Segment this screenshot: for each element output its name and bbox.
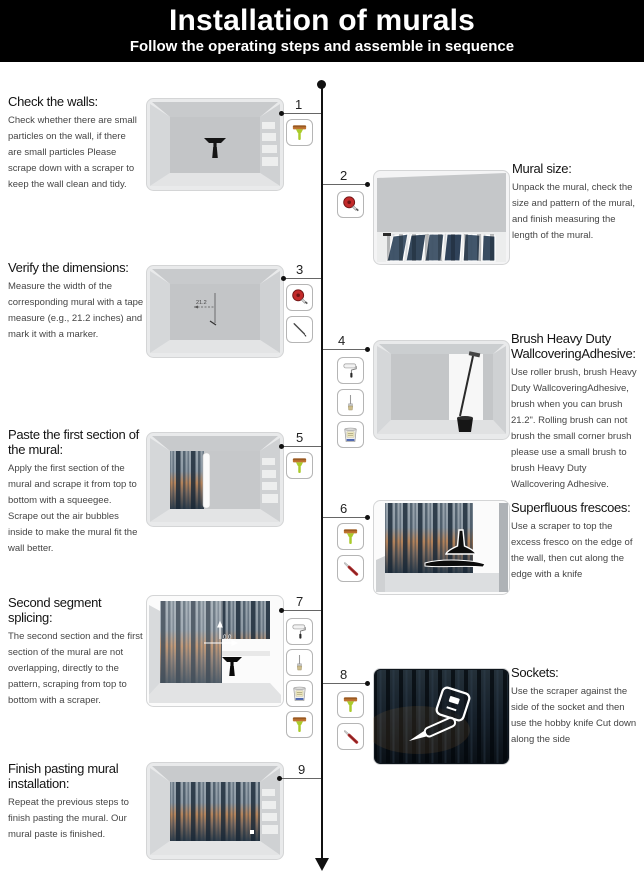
step-1-text — [8, 95, 142, 193]
step-body: Use roller brush, brush Heavy Duty WallcoveringAdhesive, brush when you can brush 21.2". Rolling brush can not brush the small corner brush please use a small brush to brush Heavy Duty Wallcovering Adhesive. — [511, 366, 637, 490]
step-8-connector — [323, 683, 368, 684]
step-body: Use a scraper to top the excess fresco on the edge of the wall, then cut along the edge with a knife — [511, 520, 633, 580]
step-1-image — [146, 98, 284, 191]
hobby-knife-icon — [337, 555, 364, 582]
step-body: Measure the width of the corresponding mural with a tape measure (e.g., 21.2 inches) and mark it with a marker. — [8, 280, 144, 340]
step-2-connector — [323, 184, 368, 185]
hobby-knife-icon — [337, 723, 364, 750]
splice-gap-label: 0.0 — [223, 635, 232, 641]
paste-bucket — [457, 416, 473, 432]
step-heading: Finish pasting mural installation: — [8, 761, 119, 791]
step-5-image — [146, 432, 284, 527]
step-2-number: 2 — [340, 168, 348, 183]
step-4-image — [373, 340, 510, 440]
tape-measure-icon — [337, 191, 364, 218]
step-3-connector — [283, 278, 321, 279]
socket-dot — [250, 830, 254, 834]
scraper-icon — [286, 711, 313, 738]
step-4-text — [511, 332, 639, 493]
step-4-number: 4 — [338, 333, 346, 348]
step-1-number: 1 — [295, 97, 303, 112]
step-heading: Brush Heavy Duty WallcoveringAdhesive: — [511, 331, 636, 361]
step-body: Repeat the previous steps to finish pasting the mural. Our mural paste is finished. — [8, 796, 129, 840]
step-3-text — [8, 261, 144, 343]
header — [0, 0, 644, 62]
step-7-number: 7 — [296, 594, 304, 609]
tape-measure-icon — [286, 284, 313, 311]
step-9-image — [146, 762, 284, 860]
step-heading: Verify the dimensions: — [8, 260, 129, 275]
step-1-connector — [281, 113, 321, 114]
scraper-icon — [286, 452, 313, 479]
small-brush-icon — [286, 649, 313, 676]
step-heading: Sockets: — [511, 665, 559, 680]
step-2-image — [373, 170, 510, 265]
step-3-image — [146, 265, 284, 358]
step-6-image — [373, 500, 510, 595]
scraper-icon — [286, 119, 313, 146]
adhesive-bucket-icon — [337, 421, 364, 448]
step-8-text — [511, 666, 639, 748]
step-6-connector — [323, 517, 368, 518]
scraper-icon — [337, 691, 364, 718]
step-9-text — [8, 762, 144, 843]
step-5-text — [8, 428, 144, 557]
step-8-number: 8 — [340, 667, 348, 682]
step-5-number: 5 — [296, 430, 304, 445]
roller-brush-icon — [286, 618, 313, 645]
step-8-image — [373, 668, 510, 765]
timeline-arrow-icon — [315, 858, 329, 871]
finished-mural — [170, 782, 260, 841]
step-heading: Mural size: — [512, 161, 572, 176]
small-brush-icon — [337, 389, 364, 416]
adhesive-bucket-icon — [286, 680, 313, 707]
step-heading: Check the walls: — [8, 94, 98, 109]
step-7-text — [8, 596, 146, 709]
mural-panels — [387, 234, 495, 261]
step-2-text — [512, 162, 638, 244]
scraper-icon — [337, 523, 364, 550]
step-heading: Superfluous frescoes: — [511, 500, 631, 515]
step-7-connector — [281, 610, 321, 611]
step-body: Use the scraper against the side of the socket and then use the hobby knife Cut down along the side — [511, 685, 637, 745]
roller-brush-icon — [337, 357, 364, 384]
page-subtitle: Follow the operating steps and assemble in sequence — [129, 38, 515, 55]
step-body: The second section and the first section of the mural are not overlapping, directly to the pattern, scraping from top to bottom with a scraper. — [8, 630, 143, 706]
step-9-number: 9 — [298, 762, 306, 777]
marker-pen-icon — [286, 316, 313, 343]
step-body: Unpack the mural, check the size and pattern of the mural, and finish measuring the length of the mural. — [512, 181, 636, 241]
dimension-label: 21.2 — [196, 300, 207, 306]
step-4-connector — [323, 349, 368, 350]
step-6-text — [511, 501, 639, 583]
step-5-connector — [281, 446, 321, 447]
timeline — [321, 84, 323, 860]
step-heading: Paste the first section of the mural: — [8, 427, 139, 457]
step-body: Check whether there are small particles on the wall, if there are small particles Please scrape down with a scraper to keep the wall clean and tidy. — [8, 114, 137, 190]
step-6-number: 6 — [340, 501, 348, 516]
step-9-connector — [279, 778, 321, 779]
step-body: Apply the first section of the mural and scrape it from top to bottom with a squeegee. Scrape out the air bubbles inside to make the mural fit the wall better. — [8, 462, 138, 554]
step-3-number: 3 — [296, 262, 304, 277]
page-title: Installation of murals — [168, 4, 476, 37]
step-heading: Second segment splicing: — [8, 595, 102, 625]
first-mural-section — [170, 451, 204, 509]
mural-roll — [203, 453, 210, 508]
step-7-image — [146, 595, 284, 707]
